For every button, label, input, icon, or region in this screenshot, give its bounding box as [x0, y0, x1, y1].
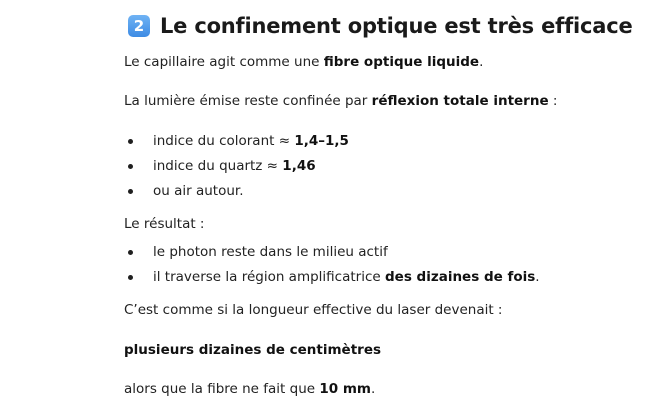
paragraph-fiber-length: alors que la fibre ne fait que 10 mm.	[124, 381, 376, 397]
paragraph-light-confined: La lumière émise reste confinée par réflexion totale interne :	[124, 93, 558, 109]
paragraph-capillary: Le capillaire agit comme une fibre optique liquide.	[124, 54, 484, 70]
bullet-icon	[128, 189, 133, 194]
bullet-icon	[128, 164, 133, 169]
paragraph-effective-length: C’est comme si la longueur effective du laser devenait :	[124, 302, 503, 318]
bullet-icon	[128, 250, 133, 255]
paragraph-centimeters: plusieurs dizaines de centimètres	[124, 342, 382, 358]
section-heading	[128, 14, 633, 38]
bullet-icon	[128, 139, 133, 144]
number-two-badge-icon: 2	[128, 15, 150, 37]
paragraph-result: Le résultat :	[124, 216, 205, 232]
bullet-icon	[128, 275, 133, 280]
section-title: Le confinement optique est très efficace	[160, 14, 633, 38]
